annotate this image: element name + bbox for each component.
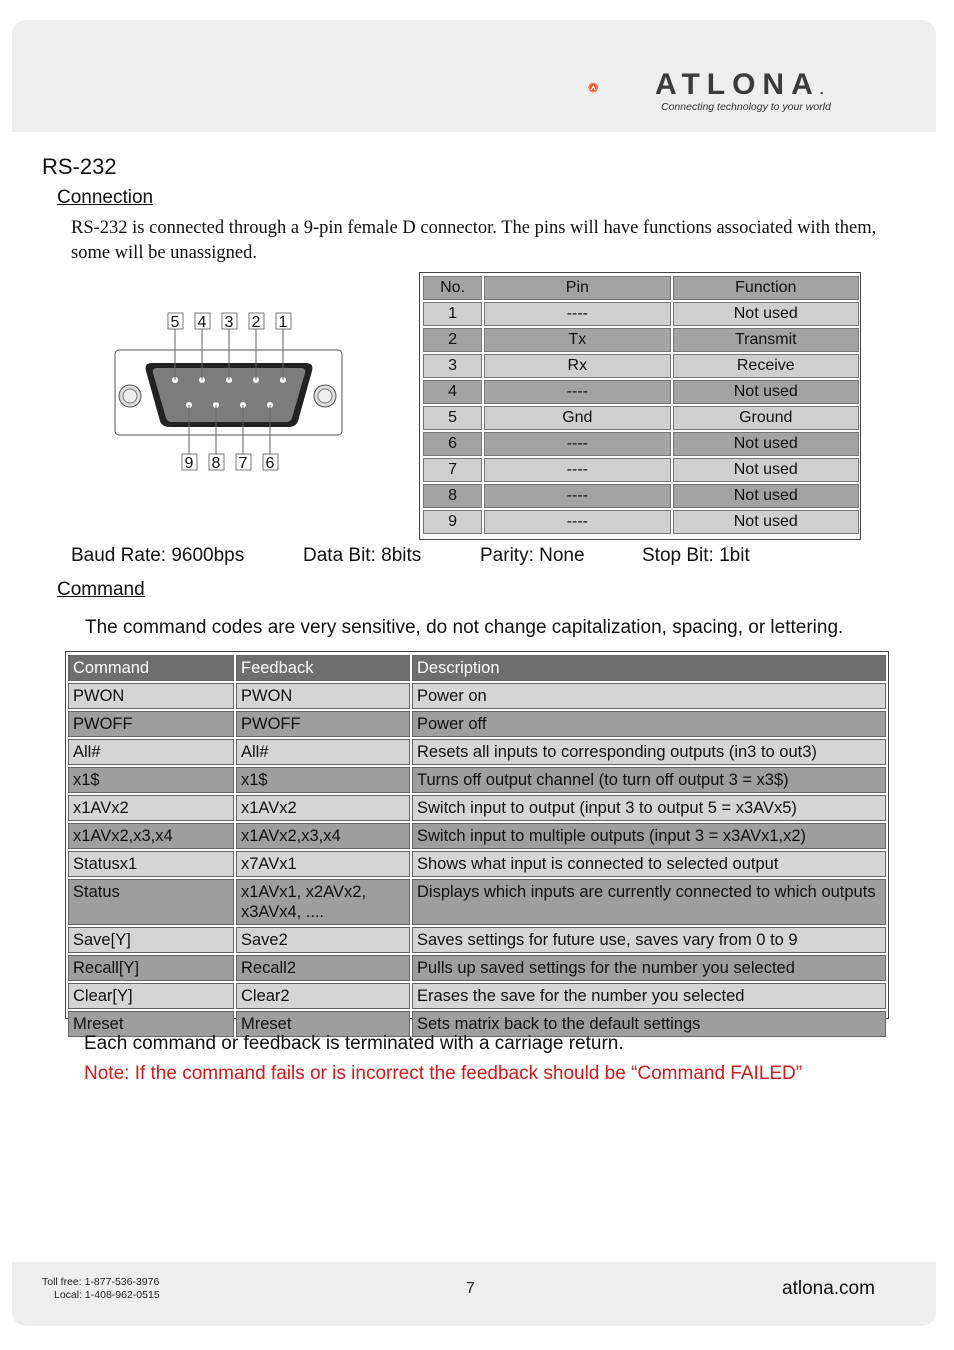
table-cell: Mreset [68,1011,234,1037]
table-cell: Not used [673,432,859,456]
table-cell: Recall2 [236,955,410,981]
table-cell: ---- [484,302,670,326]
table-row [68,955,886,981]
column-header: Feedback [236,655,410,681]
pin-label: 8 [211,455,221,472]
table-row [423,406,859,430]
table-cell: All# [68,739,234,765]
table-cell: 5 [423,406,482,430]
table-row [423,380,859,404]
data-bit: Data Bit: 8bits [303,545,422,566]
table-cell: PWON [68,683,234,709]
connection-heading: Connection [57,187,154,208]
table-row [68,739,886,765]
table-cell: 9 [423,510,482,534]
table-cell: 3 [423,354,482,378]
pin-label: 3 [224,314,234,331]
pin-label: 9 [184,455,194,472]
connection-paragraph: RS-232 is connected through a 9-pin female D connector. The pins will have functions associated with them, some will be unassigned. [71,218,877,263]
table-cell: Mreset [236,1011,410,1037]
table-header-row [423,276,859,300]
table-row [423,354,859,378]
table-row [423,432,859,456]
table-cell: All# [236,739,410,765]
command-table [65,651,889,1033]
baud-rate: Baud Rate: 9600bps [71,545,245,566]
table-cell: Gnd [484,406,670,430]
failure-note: Note: If the command fails or is incorrect the feedback should be “Command FAILED” [84,1063,803,1084]
pin-label: 7 [238,455,248,472]
table-row [423,484,859,508]
table-cell: x1AVx2 [236,795,410,821]
table-row [423,510,859,534]
page-number: 7 [466,1280,475,1297]
column-header: Command [68,655,234,681]
table-cell: Shows what input is connected to selected output [412,851,886,877]
db9-connector-diagram [112,305,352,480]
table-cell: Pulls up saved settings for the number you selected [412,955,886,981]
table-cell: Not used [673,302,859,326]
table-cell: x7AVx1 [236,851,410,877]
pin-label: 2 [251,314,261,331]
table-cell: x1AVx1, x2AVx2, x3AVx4, .... [236,879,410,925]
table-cell: Status [68,879,234,925]
table-cell: Not used [673,380,859,404]
table-cell: x1AVx2,x3,x4 [236,823,410,849]
contact-info [42,1276,160,1302]
table-row [68,851,886,877]
table-row [68,879,886,925]
table-cell: PWOFF [68,711,234,737]
table-cell: Receive [673,354,859,378]
command-heading: Command [57,579,145,600]
table-row [68,767,886,793]
table-cell: Transmit [673,328,859,352]
table-cell: Erases the save for the number you selected [412,983,886,1009]
table-cell: x1$ [68,767,234,793]
table-row [68,983,886,1009]
table-cell: Not used [673,458,859,482]
table-cell: Power on [412,683,886,709]
table-cell: Power off [412,711,886,737]
pin-label: 1 [278,314,288,331]
table-cell: Switch input to multiple outputs (input 3 = x3AVx1,x2) [412,823,886,849]
table-row [68,927,886,953]
table-cell: Ground [673,406,859,430]
table-cell: x1$ [236,767,410,793]
table-cell: Statusx1 [68,851,234,877]
pin-label: 4 [197,314,207,331]
table-cell: 7 [423,458,482,482]
table-cell: Clear2 [236,983,410,1009]
table-cell: Not used [673,510,859,534]
table-cell: 1 [423,302,482,326]
table-cell: Save2 [236,927,410,953]
pin-label: 5 [170,314,180,331]
table-cell: Save[Y] [68,927,234,953]
section-title: RS-232 [42,154,117,179]
table-cell: Rx [484,354,670,378]
table-row [68,795,886,821]
table-cell: PWOFF [236,711,410,737]
website-link[interactable]: atlona.com [782,1278,875,1299]
column-header: Pin [484,276,670,300]
table-row [68,823,886,849]
parity: Parity: None [480,545,585,566]
table-cell: Clear[Y] [68,983,234,1009]
table-cell: ---- [484,510,670,534]
termination-note: Each command or feedback is terminated with a carriage return. [84,1033,624,1054]
table-cell: Saves settings for future use, saves vary from 0 to 9 [412,927,886,953]
table-cell: Recall[Y] [68,955,234,981]
table-row [68,683,886,709]
table-cell: 4 [423,380,482,404]
pin-function-table [419,272,861,540]
table-cell: 6 [423,432,482,456]
local-number: Local: 1-408-962-0515 [54,1289,160,1301]
command-intro: The command codes are very sensitive, do not change capitalization, spacing, or lettering. [85,617,844,638]
table-cell: Displays which inputs are currently connected to which outputs [412,879,886,925]
table-cell: ---- [484,380,670,404]
brand-name: ATLONA. [655,68,824,101]
table-cell: Tx [484,328,670,352]
table-row [423,458,859,482]
column-header: No. [423,276,482,300]
table-row [423,328,859,352]
table-cell: Turns off output channel (to turn off output 3 = x3$) [412,767,886,793]
table-cell: Switch input to output (input 3 to output 5 = x3AVx5) [412,795,886,821]
atlona-logo-icon [588,60,644,116]
table-cell: ---- [484,484,670,508]
stop-bit: Stop Bit: 1bit [642,545,750,566]
table-cell: PWON [236,683,410,709]
column-header: Function [673,276,859,300]
table-cell: Not used [673,484,859,508]
brand-tagline: Connecting technology to your world [661,101,831,113]
table-cell: ---- [484,458,670,482]
table-header-row [68,655,886,681]
column-header: Description [412,655,886,681]
table-cell: 2 [423,328,482,352]
pin-label: 6 [265,455,275,472]
toll-free-number: Toll free: 1-877-536-3976 [42,1276,160,1288]
table-cell: Sets matrix back to the default settings [412,1011,886,1037]
table-row [423,302,859,326]
table-cell: ---- [484,432,670,456]
table-cell: x1AVx2,x3,x4 [68,823,234,849]
table-row [68,711,886,737]
table-cell: x1AVx2 [68,795,234,821]
table-cell: 8 [423,484,482,508]
table-cell: Resets all inputs to corresponding outputs (in3 to out3) [412,739,886,765]
